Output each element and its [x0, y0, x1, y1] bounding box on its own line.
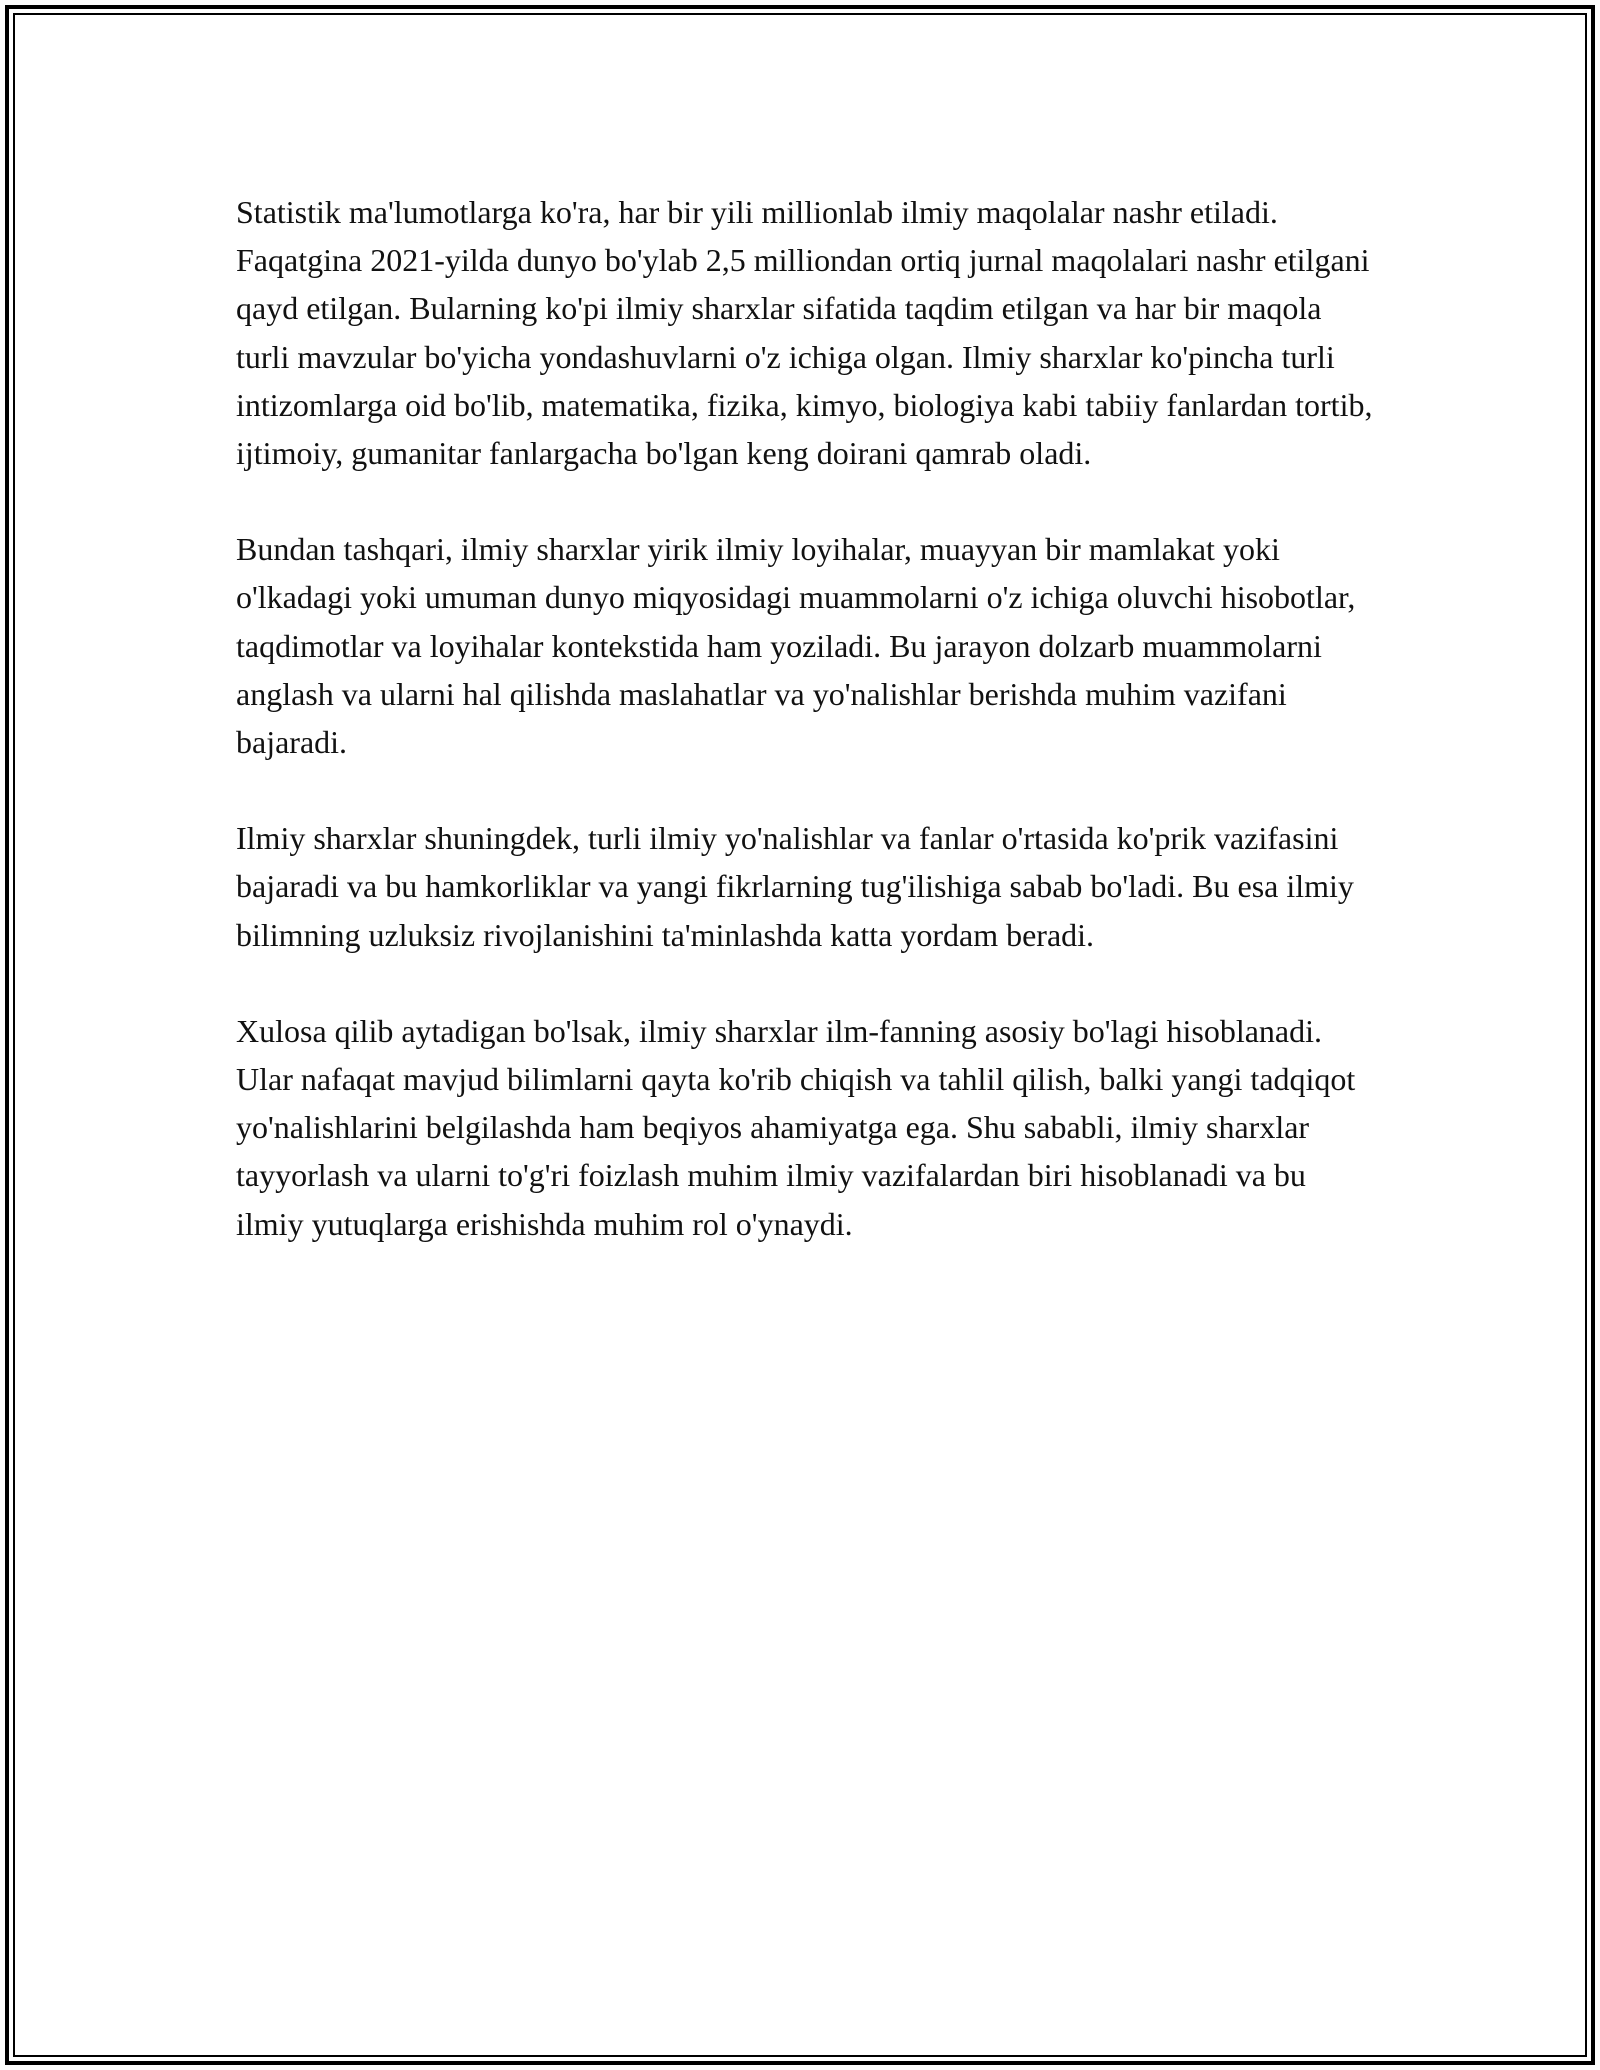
paragraph-1: Statistik ma'lumotlarga ko'ra, har bir yili millionlab ilmiy maqolalar nashr etiladi. Faqatgina 2021-yilda dunyo bo'ylab 2,5 milliondan ortiq jurnal maqolalari nashr etilgani qayd etilgan. Bularning ko'pi ilmiy sharxlar sifatida taqdim etilgan va har bir maqola turli mavzular bo'yicha yondashuvlarni o'z ichiga olgan. Ilmiy sharxlar ko'pincha turli intizomlarga oid bo'lib, matematika, fizika, kimyo, biologiya kabi tabiiy fanlardan tortib, ijtimoiy, gumanitar fanlargacha bo'lgan keng doirani qamrab oladi. — [236, 194, 1373, 472]
paragraph-4: Xulosa qilib aytadigan bo'lsak, ilmiy sharxlar ilm-fanning asosiy bo'lagi hisoblanadi. Ular nafaqat mavjud bilimlarni qayta ko'rib chiqish va tahlil qilish, balki yangi tadqiqot yo'nalishlarini belgilashda ham beqiyos ahamiyatga ega. Shu sababli, ilmiy sharxlar tayyorlash va ularni to'g'ri foizlash muhim ilmiy vazifalardan biri hisoblanadi va bu ilmiy yutuqlarga erishishda muhim rol o'ynaydi. — [236, 1012, 1356, 1242]
document-body — [236, 188, 1376, 1296]
paragraph-2: Bundan tashqari, ilmiy sharxlar yirik ilmiy loyihalar, muayyan bir mamlakat yoki o'lkadagi yoki umuman dunyo miqyosidagi muammolarni o'z ichiga oluvchi hisobotlar, taqdimotlar va loyihalar kontekstida ham yoziladi. Bu jarayon dolzarb muammolarni anglash va ularni hal qilishda maslahatlar va yo'nalishlar berishda muhim vazifani bajaradi. — [236, 531, 1356, 761]
paragraph-3: Ilmiy sharxlar shuningdek, turli ilmiy yo'nalishlar va fanlar o'rtasida ko'prik vazifasini bajaradi va bu hamkorliklar va yangi fikrlarning tug'ilishiga sabab bo'ladi. Bu esa ilmiy bilimning uzluksiz rivojlanishini ta'minlashda katta yordam beradi. — [236, 820, 1354, 953]
